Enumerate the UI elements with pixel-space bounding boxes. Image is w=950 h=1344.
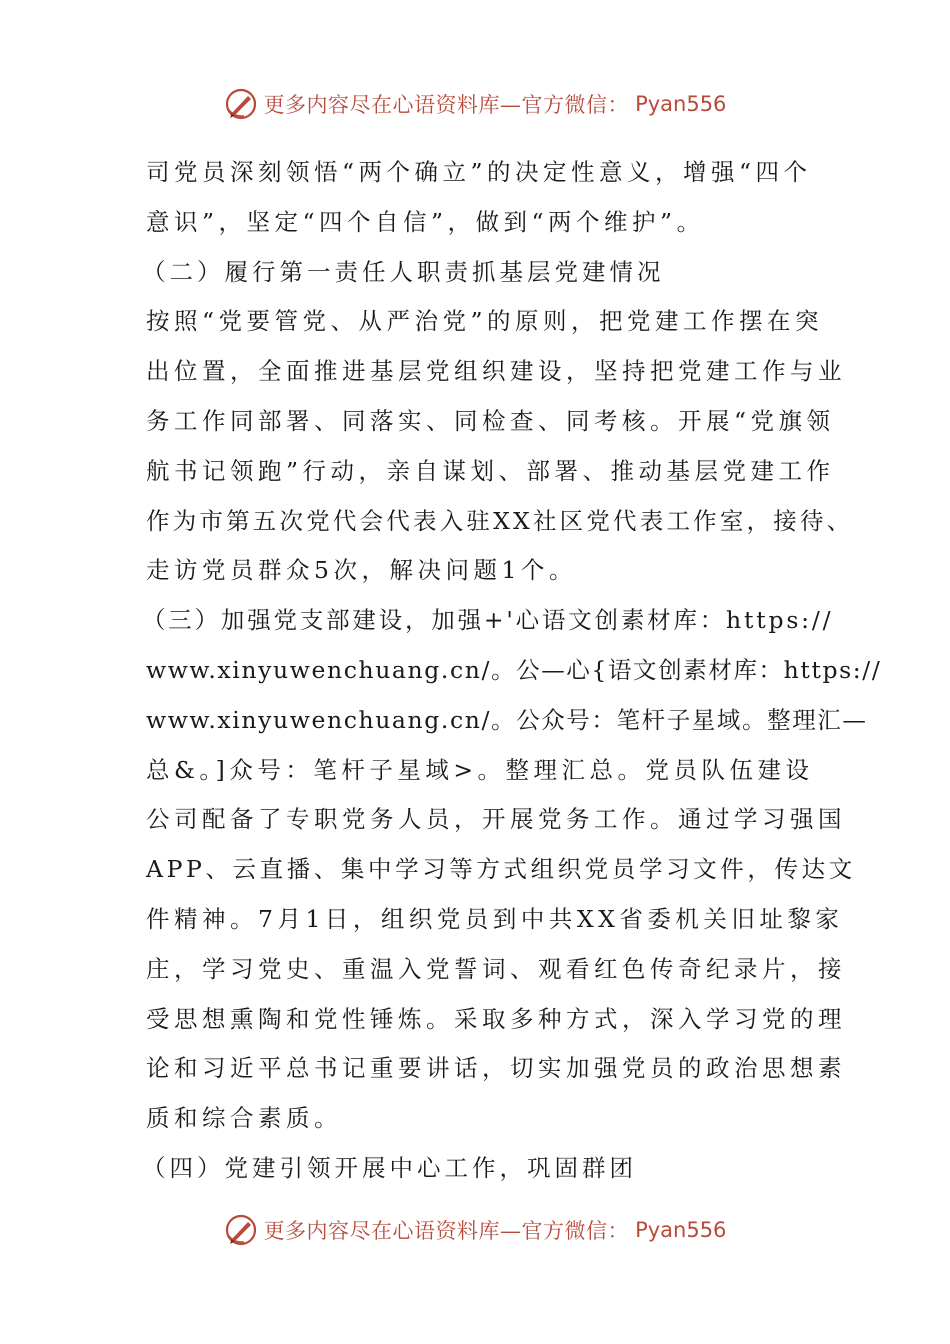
text-line: 论和习近平总书记重要讲话，切实加强党员的政治思想素 — [146, 1054, 846, 1083]
section-heading: （四）党建引领开展中心工作，巩固群团 — [142, 1153, 637, 1182]
section-heading: （二）履行第一责任人职责抓基层党建情况 — [142, 257, 665, 286]
watermark-text: 更多内容尽在心语资料库—官方微信： — [263, 93, 630, 117]
text-line: 作为市第五次党代会代表入驻XX社区党代表工作室，接待、 — [146, 506, 854, 535]
watermark-wechat-id: Pyan556 — [635, 1218, 727, 1242]
text-line: 意识”，坚定“四个自信”，做到“两个维护”。 — [146, 207, 705, 236]
text-line: www.xinyuwenchuang.cn/。公众号：笔杆子星域。整理汇— — [146, 705, 868, 734]
text-line: 出位置，全面推进基层党组织建设，坚持把党建工作与业 — [146, 357, 846, 386]
text-line: 务工作同部署、同落实、同检查、同考核。开展“党旗领 — [146, 406, 835, 435]
text-line: 走访党员群众5次，解决问题1个。 — [146, 556, 577, 585]
section-heading: （三）加强党支部建设，加强+'心语文创素材库：https:// — [142, 606, 834, 635]
watermark-banner-top — [0, 82, 950, 126]
text-line: 司党员深刻领悟“两个确立”的决定性意义，增强“四个 — [146, 158, 812, 186]
pen-logo-icon — [224, 1213, 258, 1247]
text-line: APP、云直播、集中学习等方式组织党员学习文件，传达文 — [146, 855, 856, 884]
pen-logo-icon — [224, 87, 258, 121]
watermark-banner-bottom — [0, 1208, 950, 1252]
watermark-text: 更多内容尽在心语资料库—官方微信： — [263, 1219, 630, 1243]
text-line: 件精神。7月1日，组织党员到中共XX省委机关旧址黎家 — [146, 904, 844, 933]
text-line: 按照“党要管党、从严治党”的原则，把党建工作摆在突 — [146, 307, 824, 336]
text-line: 总&。]众号：笔杆子星域>。整理汇总。党员队伍建设 — [146, 755, 814, 784]
text-line: 庄，学习党史、重温入党誓词、观看红色传奇纪录片，接 — [146, 954, 846, 983]
document-body — [142, 148, 882, 1194]
text-line: www.xinyuwenchuang.cn/。公—心{语文创素材库：https:// — [146, 655, 882, 684]
text-line: 质和综合素质。 — [146, 1104, 342, 1133]
text-line: 航书记领跑”行动，亲自谋划、部署、推动基层党建工作 — [146, 456, 835, 485]
watermark-wechat-id: Pyan556 — [635, 92, 727, 116]
text-line: 公司配备了专职党务人员，开展党务工作。通过学习强国 — [146, 805, 846, 834]
text-line: 受思想熏陶和党性锤炼。采取多种方式，深入学习党的理 — [146, 1004, 846, 1033]
